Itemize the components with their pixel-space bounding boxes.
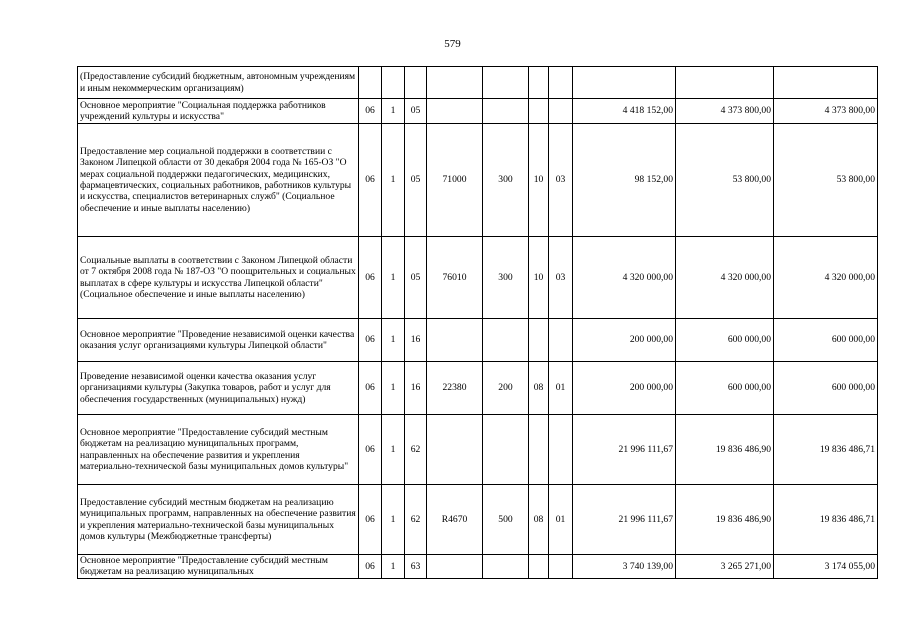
table-row bbox=[78, 485, 878, 555]
amount-year-3: 600 000,00 bbox=[774, 319, 878, 362]
row-description: (Предоставление субсидий бюджетным, автономным учреждениям и иным некоммерческим организациям) bbox=[78, 67, 359, 99]
subsection-code: 1 bbox=[382, 555, 405, 579]
subchapter-code bbox=[549, 415, 573, 485]
amount-year-1: 3 740 139,00 bbox=[573, 555, 676, 579]
section-code: 06 bbox=[359, 124, 382, 237]
activity-code: 05 bbox=[405, 237, 427, 319]
target-article-code bbox=[427, 319, 483, 362]
subsection-code: 1 bbox=[382, 99, 405, 124]
target-article-code bbox=[427, 415, 483, 485]
target-article-code: R4670 bbox=[427, 485, 483, 555]
section-code bbox=[359, 67, 382, 99]
expense-type-code bbox=[483, 99, 529, 124]
expense-type-code: 300 bbox=[483, 124, 529, 237]
subchapter-code: 01 bbox=[549, 362, 573, 415]
subsection-code: 1 bbox=[382, 237, 405, 319]
amount-year-1 bbox=[573, 67, 676, 99]
section-code: 06 bbox=[359, 99, 382, 124]
budget-table bbox=[77, 66, 878, 579]
amount-year-3: 4 320 000,00 bbox=[774, 237, 878, 319]
activity-code: 05 bbox=[405, 124, 427, 237]
subchapter-code bbox=[549, 319, 573, 362]
row-description: Основное мероприятие "Проведение независимой оценки качества оказания услуг организациями культуры Липецкой области" bbox=[78, 319, 359, 362]
subsection-code: 1 bbox=[382, 319, 405, 362]
amount-year-3: 4 373 800,00 bbox=[774, 99, 878, 124]
table-row bbox=[78, 99, 878, 124]
section-code: 06 bbox=[359, 415, 382, 485]
chapter-code: 08 bbox=[529, 362, 549, 415]
amount-year-2: 600 000,00 bbox=[676, 319, 774, 362]
subsection-code: 1 bbox=[382, 485, 405, 555]
activity-code: 05 bbox=[405, 99, 427, 124]
subsection-code bbox=[382, 67, 405, 99]
activity-code: 16 bbox=[405, 319, 427, 362]
amount-year-2: 19 836 486,90 bbox=[676, 415, 774, 485]
amount-year-2: 53 800,00 bbox=[676, 124, 774, 237]
subchapter-code bbox=[549, 99, 573, 124]
amount-year-1: 98 152,00 bbox=[573, 124, 676, 237]
row-description: Социальные выплаты в соответствии с Законом Липецкой области от 7 октября 2008 года № 187-ОЗ "О поощрительных и социальных выплатах в сфере культуры и искусства Липецкой области" (Социальное обеспечение и иные выплаты населению) bbox=[78, 237, 359, 319]
subsection-code: 1 bbox=[382, 124, 405, 237]
subchapter-code: 03 bbox=[549, 237, 573, 319]
expense-type-code bbox=[483, 67, 529, 99]
amount-year-1: 4 320 000,00 bbox=[573, 237, 676, 319]
subsection-code: 1 bbox=[382, 415, 405, 485]
chapter-code bbox=[529, 319, 549, 362]
chapter-code: 10 bbox=[529, 124, 549, 237]
chapter-code bbox=[529, 415, 549, 485]
activity-code: 16 bbox=[405, 362, 427, 415]
section-code: 06 bbox=[359, 485, 382, 555]
amount-year-3: 19 836 486,71 bbox=[774, 415, 878, 485]
amount-year-2: 3 265 271,00 bbox=[676, 555, 774, 579]
subsection-code: 1 bbox=[382, 362, 405, 415]
amount-year-3 bbox=[774, 67, 878, 99]
row-description: Предоставление субсидий местным бюджетам на реализацию муниципальных программ, направленных на обеспечение развития и укрепления материально-технической базы муниципальных домов культуры (Межбюджетные трансферты) bbox=[78, 485, 359, 555]
section-code: 06 bbox=[359, 319, 382, 362]
table-row bbox=[78, 555, 878, 579]
row-description: Основное мероприятие "Социальная поддержка работников учреждений культуры и искусства" bbox=[78, 99, 359, 124]
chapter-code bbox=[529, 67, 549, 99]
activity-code: 63 bbox=[405, 555, 427, 579]
table-row bbox=[78, 67, 878, 99]
activity-code: 62 bbox=[405, 485, 427, 555]
row-description: Основное мероприятие "Предоставление субсидий местным бюджетам на реализацию муниципальных bbox=[78, 555, 359, 579]
section-code: 06 bbox=[359, 362, 382, 415]
amount-year-2 bbox=[676, 67, 774, 99]
amount-year-1: 4 418 152,00 bbox=[573, 99, 676, 124]
chapter-code: 08 bbox=[529, 485, 549, 555]
expense-type-code: 300 bbox=[483, 237, 529, 319]
table-row bbox=[78, 319, 878, 362]
amount-year-3: 53 800,00 bbox=[774, 124, 878, 237]
expense-type-code bbox=[483, 415, 529, 485]
target-article-code: 22380 bbox=[427, 362, 483, 415]
target-article-code bbox=[427, 99, 483, 124]
expense-type-code bbox=[483, 555, 529, 579]
chapter-code bbox=[529, 99, 549, 124]
amount-year-3: 3 174 055,00 bbox=[774, 555, 878, 579]
target-article-code: 71000 bbox=[427, 124, 483, 237]
subchapter-code: 03 bbox=[549, 124, 573, 237]
expense-type-code bbox=[483, 319, 529, 362]
table-row bbox=[78, 237, 878, 319]
amount-year-3: 600 000,00 bbox=[774, 362, 878, 415]
amount-year-1: 21 996 111,67 bbox=[573, 415, 676, 485]
expense-type-code: 500 bbox=[483, 485, 529, 555]
subchapter-code: 01 bbox=[549, 485, 573, 555]
amount-year-1: 200 000,00 bbox=[573, 362, 676, 415]
subchapter-code bbox=[549, 555, 573, 579]
target-article-code bbox=[427, 555, 483, 579]
section-code: 06 bbox=[359, 237, 382, 319]
amount-year-1: 200 000,00 bbox=[573, 319, 676, 362]
amount-year-2: 600 000,00 bbox=[676, 362, 774, 415]
row-description: Предоставление мер социальной поддержки в соответствии с Законом Липецкой области от 30 декабря 2004 года № 165-ОЗ "О мерах социальной поддержки педагогических, медицинских, фармацевтических, социальных работников, работников культуры и искусства, специалистов ветеринарных служб" (Социальное обеспечение и иные выплаты населению) bbox=[78, 124, 359, 237]
table-row bbox=[78, 124, 878, 237]
activity-code: 62 bbox=[405, 415, 427, 485]
amount-year-2: 19 836 486,90 bbox=[676, 485, 774, 555]
section-code: 06 bbox=[359, 555, 382, 579]
page-number: 579 bbox=[444, 38, 461, 50]
chapter-code: 10 bbox=[529, 237, 549, 319]
table-row bbox=[78, 362, 878, 415]
amount-year-1: 21 996 111,67 bbox=[573, 485, 676, 555]
amount-year-2: 4 320 000,00 bbox=[676, 237, 774, 319]
table-row bbox=[78, 415, 878, 485]
chapter-code bbox=[529, 555, 549, 579]
amount-year-3: 19 836 486,71 bbox=[774, 485, 878, 555]
row-description: Проведение независимой оценки качества оказания услуг организациями культуры (Закупка товаров, работ и услуг для обеспечения государственных (муниципальных) нужд) bbox=[78, 362, 359, 415]
row-description: Основное мероприятие "Предоставление субсидий местным бюджетам на реализацию муниципальных программ, направленных на обеспечение развития и укрепления материально-технической базы муниципальных домов культуры" bbox=[78, 415, 359, 485]
activity-code bbox=[405, 67, 427, 99]
subchapter-code bbox=[549, 67, 573, 99]
amount-year-2: 4 373 800,00 bbox=[676, 99, 774, 124]
expense-type-code: 200 bbox=[483, 362, 529, 415]
target-article-code bbox=[427, 67, 483, 99]
target-article-code: 76010 bbox=[427, 237, 483, 319]
